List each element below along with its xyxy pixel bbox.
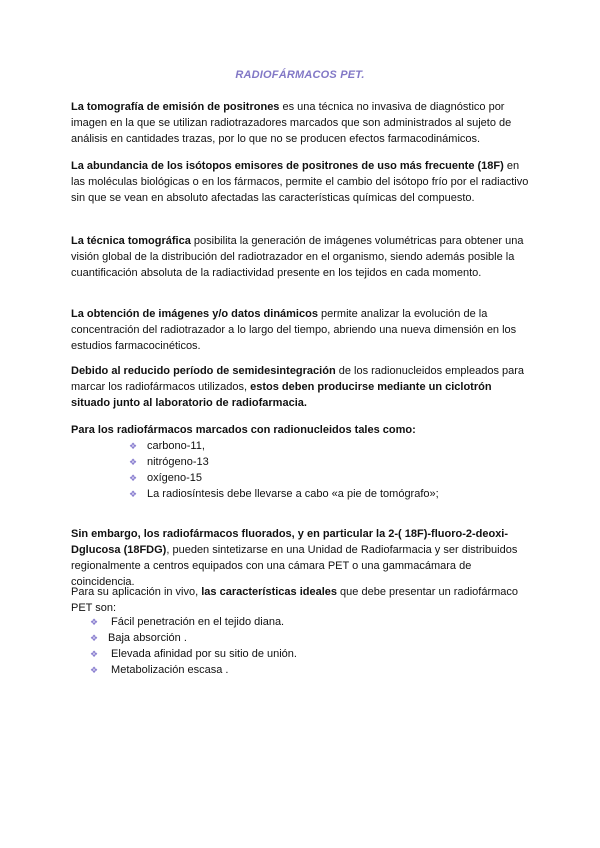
list-item xyxy=(129,486,549,502)
paragraph-bold: las características ideales xyxy=(201,586,337,598)
paragraph-text: que debe presentar un radiofármaco PET son: xyxy=(71,586,519,614)
paragraph-bold: La tomografía de emisión de positrones xyxy=(71,101,280,113)
diamond-bullet-icon: ❖ xyxy=(90,649,99,659)
document-title: RADIOFÁRMACOS PET. xyxy=(235,69,365,81)
list-item xyxy=(129,438,549,454)
paragraph-bold: Sin embargo, los radiofármacos fluorados, y en particular la 2-( 18F)-fluoro-2-deoxi-Dglucosa (18FDG) xyxy=(71,528,509,556)
diamond-bullet-icon: ❖ xyxy=(90,633,99,643)
ideal-characteristics-list xyxy=(90,614,530,678)
list-item-text: nitrógeno-13 xyxy=(147,456,209,468)
paragraph-fluorinated-radiopharmaceuticals xyxy=(71,526,533,590)
paragraph-bold: La técnica tomográfica xyxy=(71,235,191,247)
paragraph-half-life xyxy=(71,363,533,411)
paragraph-text: Para su aplicación in vivo, xyxy=(71,586,202,598)
diamond-bullet-icon: ❖ xyxy=(90,665,99,675)
list-item xyxy=(90,630,530,646)
list-item-text: carbono-11, xyxy=(147,440,205,452)
paragraph-bold: La obtención de imágenes y/o datos dinámicos xyxy=(71,308,318,320)
list-item-text: oxígeno-15 xyxy=(147,472,203,484)
paragraph-pet-intro xyxy=(71,99,533,147)
list-item xyxy=(129,454,549,470)
paragraph-isotopes xyxy=(71,158,533,206)
paragraph-dynamic-data xyxy=(71,306,533,354)
paragraph-text: posibilita la generación de imágenes volumétricas para obtener una visión global de la distribución del radiotrazador en el organismo, siendo además posible la cuantificación absoluta de la radiactividad presente en los tejidos en cada momento. xyxy=(71,235,524,279)
paragraph-ideal-characteristics xyxy=(71,584,533,616)
paragraph-bold: estos deben producirse mediante un ciclotrón situado junto al laboratorio de radiofarmacia. xyxy=(71,381,492,409)
list-item-text: Elevada afinidad por su sitio de unión. xyxy=(108,648,297,660)
diamond-bullet-icon: ❖ xyxy=(129,473,138,483)
list-item-text: Fácil penetración en el tejido diana. xyxy=(108,616,285,628)
list-item xyxy=(90,614,530,630)
paragraph-text: es una técnica no invasiva de diagnóstico por imagen en la que se utilizan radiotrazadores marcados que son administrados al sujeto de análisis en cantidades trazas, por lo que no se producen efectos farmacodinámicos. xyxy=(71,101,512,145)
paragraph-text: , pueden sintetizarse en una Unidad de Radiofarmacia y ser distribuidos regionalmente a centros equipados con una cámara PET o una gammacámara de coincidencia. xyxy=(71,544,518,588)
paragraph-bold: La abundancia de los isótopos emisores de positrones de uso más frecuente (18F) xyxy=(71,160,504,172)
diamond-bullet-icon: ❖ xyxy=(90,617,99,627)
list-item xyxy=(90,662,530,678)
list-item-text: La radiosíntesis debe llevarse a cabo «a pie de tomógrafo»; xyxy=(147,488,439,500)
paragraph-text: en las moléculas biológicas o en los fármacos, permite el cambio del isótopo frío por el radiactivo sin que se vean en absoluto afectadas las características químicas del compuesto. xyxy=(71,160,529,204)
radionuclide-list xyxy=(129,438,549,502)
paragraph-bold: Para los radiofármacos marcados con radionucleidos tales como: xyxy=(71,424,416,436)
paragraph-tomographic-technique xyxy=(71,233,533,281)
diamond-bullet-icon: ❖ xyxy=(129,441,138,451)
list-item xyxy=(90,646,530,662)
list-item-text: Metabolización escasa . xyxy=(108,664,229,676)
list-item-text: Baja absorción . xyxy=(108,632,187,644)
diamond-bullet-icon: ❖ xyxy=(129,457,138,467)
diamond-bullet-icon: ❖ xyxy=(129,489,138,499)
list-item xyxy=(129,470,549,486)
paragraph-bold: Debido al reducido período de semidesintegración xyxy=(71,365,336,377)
paragraph-text: de los radionucleidos empleados para marcar los radiofármacos utilizados, xyxy=(71,365,525,393)
paragraph-text: permite analizar la evolución de la concentración del radiotrazador a lo largo del tiempo, abriendo una nueva dimensión en los estudios farmacocinéticos. xyxy=(71,308,517,352)
paragraph-radionuclides-intro xyxy=(71,422,533,438)
